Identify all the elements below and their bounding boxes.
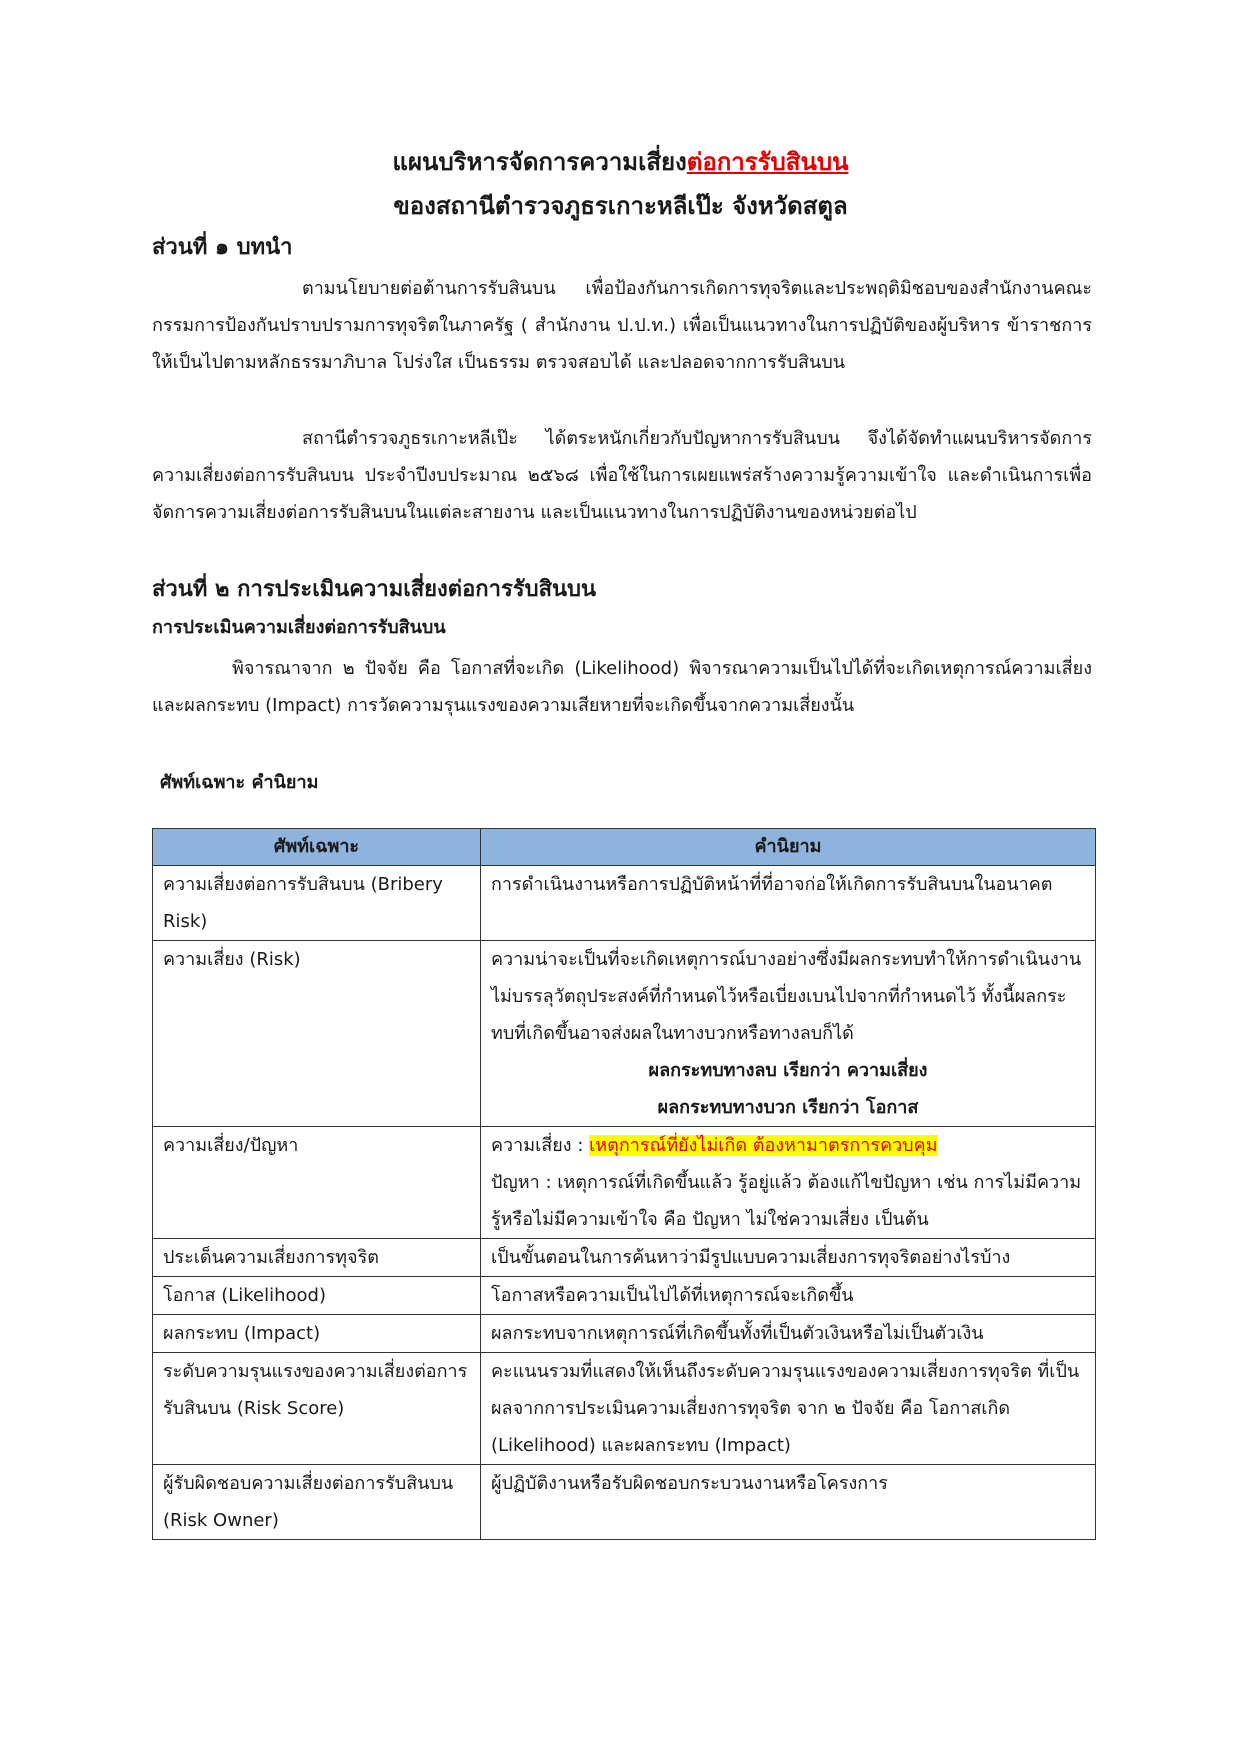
term-cell: ประเด็นความเสี่ยงการทุจริต	[153, 1239, 481, 1277]
document-title-line1	[0, 142, 1241, 182]
table-row	[153, 1239, 1096, 1277]
table-row	[153, 1127, 1096, 1239]
header-definition: คำนิยาม	[481, 829, 1096, 866]
title-prefix: แผนบริหารจัดการความเสี่ยง	[392, 148, 687, 176]
table-row	[153, 1465, 1096, 1540]
definition-cell: ผลกระทบจากเหตุการณ์ที่เกิดขึ้นทั้งที่เป็นตัวเงินหรือไม่เป็นตัวเงิน	[481, 1315, 1096, 1353]
table-row	[153, 1315, 1096, 1353]
definition-cell	[481, 941, 1096, 1127]
term-cell: ผลกระทบ (Impact)	[153, 1315, 481, 1353]
table-row	[153, 941, 1096, 1127]
term-cell: ความเสี่ยง/ปัญหา	[153, 1127, 481, 1239]
table-row	[153, 1353, 1096, 1465]
definition-problem-text: ปัญหา : เหตุการณ์ที่เกิดขึ้นแล้ว รู้อยู่แล้ว ต้องแก้ไขปัญหา เช่น การไม่มีความรู้หรือไม่มีความเข้าใจ คือ ปัญหา ไม่ใช่ความเสี่ยง เป็นต้น	[491, 1172, 1082, 1230]
term-cell: ผู้รับผิดชอบความเสี่ยงต่อการรับสินบน (Risk Owner)	[153, 1465, 481, 1540]
definition-negative-line: ผลกระทบทางลบ เรียกว่า ความเสี่ยง	[648, 1060, 928, 1081]
definition-cell: คะแนนรวมที่แสดงให้เห็นถึงระดับความรุนแรงของความเสี่ยงการทุจริต ที่เป็นผลจากการประเมินความเสี่ยงการทุจริต จาก ๒ ปัจจัย คือ โอกาสเกิด (Likelihood) และผลกระทบ (Impact)	[481, 1353, 1096, 1465]
table-header-row	[153, 829, 1096, 866]
table-row	[153, 1277, 1096, 1315]
definition-cell	[481, 1127, 1096, 1239]
section1-heading: ส่วนที่ ๑ บทนำ	[152, 235, 293, 260]
table-row	[153, 866, 1096, 941]
section2-paragraph: พิจารณาจาก ๒ ปัจจัย คือ โอกาสที่จะเกิด (Likelihood) พิจารณาความเป็นไปได้ที่จะเกิดเหตุการณ์ความเสี่ยงและผลกระทบ (Impact) การวัดความรุนแรงของความเสียหายที่จะเกิดขึ้นจากความเสี่ยงนั้น	[152, 658, 1092, 716]
section2-subheading: การประเมินความเสี่ยงต่อการรับสินบน	[152, 617, 446, 638]
definition-positive-line: ผลกระทบทางบวก เรียกว่า โอกาส	[657, 1097, 919, 1118]
section1-paragraph2: สถานีตำรวจภูธรเกาะหลีเป๊ะ ได้ตระหนักเกี่ยวกับปัญหาการรับสินบน จึงได้จัดทำแผนบริหารจัดการความเสี่ยงต่อการรับสินบน ประจำปีงบประมาณ ๒๕๖๘ เพื่อใช้ในการเผยแพร่สร้างความรู้ความเข้าใจ และดำเนินการเพื่อจัดการความเสี่ยงต่อการรับสินบนในแต่ละสายงาน และเป็นแนวทางในการปฏิบัติงานของหน่วยต่อไป	[152, 428, 1092, 523]
terms-label: ศัพท์เฉพาะ คำนิยาม	[160, 772, 319, 793]
title-highlight: ต่อการรับสินบน	[686, 148, 849, 176]
definition-cell: โอกาสหรือความเป็นไปได้ที่เหตุการณ์จะเกิดขึ้น	[481, 1277, 1096, 1315]
header-term: ศัพท์เฉพาะ	[153, 829, 481, 866]
definition-text: ความน่าจะเป็นที่จะเกิดเหตุการณ์บางอย่างซึ่งมีผลกระทบทำให้การดำเนินงาน ไม่บรรลุวัตถุประสงค์ที่กำหนดไว้หรือเบี่ยงเบนไปจากที่กำหนดไว้ ทั้งนี้ผลกระทบที่เกิดขึ้นอาจส่งผลในทางบวกหรือทางลบก็ได้	[491, 949, 1082, 1044]
term-cell: ความเสี่ยงต่อการรับสินบน (Bribery Risk)	[153, 866, 481, 941]
definition-cell: ผู้ปฏิบัติงานหรือรับผิดชอบกระบวนงานหรือโครงการ	[481, 1465, 1096, 1540]
term-cell: ความเสี่ยง (Risk)	[153, 941, 481, 1127]
section1-paragraph1: ตามนโยบายต่อต้านการรับสินบน เพื่อป้องกันการเกิดการทุจริตและประพฤติมิชอบของสำนักงานคณะกรรมการป้องกันปราบปรามการทุจริตในภาครัฐ ( สำนักงาน ป.ป.ท.) เพื่อเป็นแนวทางในการปฏิบัติของผู้บริหาร ข้าราชการ ให้เป็นไปตามหลักธรรมาภิบาล โปร่งใส เป็นธรรม ตรวจสอบได้ และปลอดจากการรับสินบน	[152, 278, 1092, 373]
section2-heading: ส่วนที่ ๒ การประเมินความเสี่ยงต่อการรับสินบน	[152, 577, 597, 602]
definition-risk-prefix: ความเสี่ยง :	[491, 1135, 590, 1156]
terms-table	[152, 828, 1096, 1540]
definition-risk-highlight: เหตุการณ์ที่ยังไม่เกิด ต้องหามาตรการควบคุม	[589, 1135, 938, 1156]
term-cell: โอกาส (Likelihood)	[153, 1277, 481, 1315]
definition-cell: เป็นขั้นตอนในการค้นหาว่ามีรูปแบบความเสี่ยงการทุจริตอย่างไรบ้าง	[481, 1239, 1096, 1277]
document-title-line2: ของสถานีตำรวจภูธรเกาะหลีเป๊ะ จังหวัดสตูล	[393, 192, 848, 220]
term-cell: ระดับความรุนแรงของความเสี่ยงต่อการรับสินบน (Risk Score)	[153, 1353, 481, 1465]
definition-cell: การดำเนินงานหรือการปฏิบัติหน้าที่ที่อาจก่อให้เกิดการรับสินบนในอนาคต	[481, 866, 1096, 941]
